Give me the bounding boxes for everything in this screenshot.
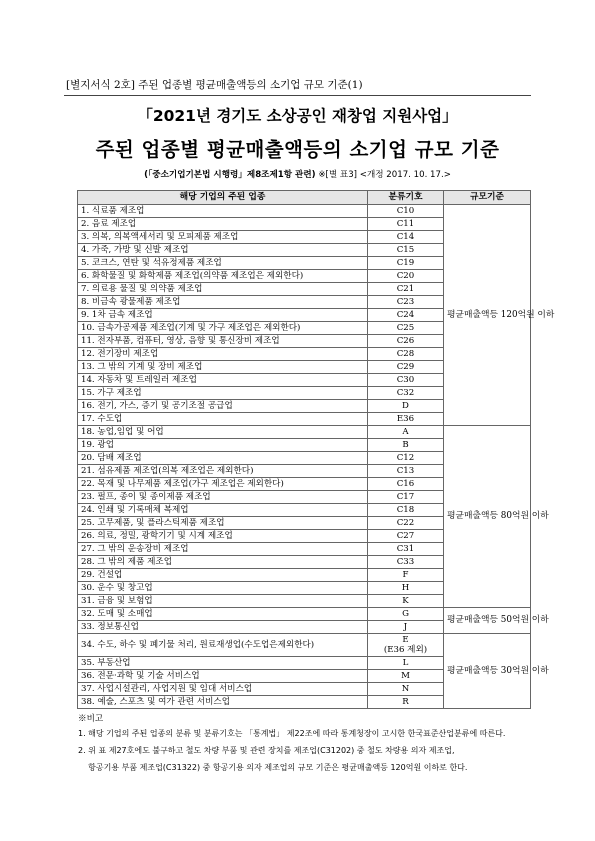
industry-code: C26	[368, 335, 444, 348]
industry-code-note: (E36 제외)	[383, 645, 428, 655]
industry-code: C30	[368, 374, 444, 387]
industry-code: H	[368, 582, 444, 595]
form-label: [별지서식 2호] 주된 업종별 평균매출액등의 소기업 규모 기준(1)	[66, 79, 363, 91]
size-standard: 평균매출액등 80억원 이하	[444, 426, 531, 608]
header-standard: 규모기준	[444, 191, 531, 205]
header-code: 분류기호	[368, 191, 444, 205]
industry-name: 13. 그 밖의 기계 및 장비 제조업	[78, 361, 368, 374]
industry-name: 20. 담배 제조업	[78, 452, 368, 465]
industry-code	[368, 634, 444, 657]
industry-name: 3. 의복, 의복액세서리 및 모피제품 제조업	[78, 231, 368, 244]
industry-code: C10	[368, 205, 444, 218]
industry-name: 17. 수도업	[78, 413, 368, 426]
industry-code: C11	[368, 218, 444, 231]
size-standard: 평균매출액등 30억원 이하	[444, 634, 531, 709]
industry-name: 4. 가죽, 가방 및 신발 제조업	[78, 244, 368, 257]
industry-code: L	[368, 657, 444, 670]
industry-name: 21. 섬유제품 제조업(의복 제조업은 제외한다)	[78, 465, 368, 478]
industry-name: 11. 전자부품, 컴퓨터, 영상, 음향 및 통신장비 제조업	[78, 335, 368, 348]
industry-name: 5. 코크스, 연탄 및 석유정제품 제조업	[78, 257, 368, 270]
industry-code: C19	[368, 257, 444, 270]
note-line: 2. 위 표 제27호에도 불구하고 철도 차량 부품 및 관련 장치를 제조업(C31202) 중 철도 차량용 의자 제조업,	[78, 746, 455, 755]
industry-code: C21	[368, 283, 444, 296]
industry-name: 8. 비금속 광물제품 제조업	[78, 296, 368, 309]
industry-code: C20	[368, 270, 444, 283]
industry-name: 9. 1차 금속 제조업	[78, 309, 368, 322]
industry-name: 12. 전기장비 제조업	[78, 348, 368, 361]
industry-code: C12	[368, 452, 444, 465]
table-row	[78, 205, 531, 218]
industry-name: 31. 금융 및 보험업	[78, 595, 368, 608]
industry-code: C14	[368, 231, 444, 244]
table-header-row	[78, 191, 531, 205]
industry-code: C27	[368, 530, 444, 543]
industry-code: M	[368, 670, 444, 683]
industry-code: C17	[368, 491, 444, 504]
industry-name: 27. 그 밖의 운송장비 제조업	[78, 543, 368, 556]
industry-code: E36	[368, 413, 444, 426]
industry-name: 22. 목재 및 나무제품 제조업(가구 제조업은 제외한다)	[78, 478, 368, 491]
industry-code: C29	[368, 361, 444, 374]
industry-code: A	[368, 426, 444, 439]
industry-name: 29. 건설업	[78, 569, 368, 582]
industry-name: 2. 음료 제조업	[78, 218, 368, 231]
industry-code: D	[368, 400, 444, 413]
title-line1: 「2021년 경기도 소상공인 재창업 지원사업」	[137, 107, 458, 125]
industry-code: C25	[368, 322, 444, 335]
industry-code: G	[368, 608, 444, 621]
industry-name: 10. 금속가공제품 제조업(기계 및 가구 제조업은 제외한다)	[78, 322, 368, 335]
industry-code: C22	[368, 517, 444, 530]
title-line2: 주된 업종별 평균매출액등의 소기업 규모 기준	[95, 138, 500, 161]
industry-name: 16. 전기, 가스, 증기 및 공기조절 공급업	[78, 400, 368, 413]
industry-code: C18	[368, 504, 444, 517]
industry-code: C23	[368, 296, 444, 309]
industry-code: C13	[368, 465, 444, 478]
industry-name: 28. 그 밖의 제품 제조업	[78, 556, 368, 569]
industry-name: 32. 도매 및 소매업	[78, 608, 368, 621]
industry-code: C28	[368, 348, 444, 361]
industry-name: 30. 운수 및 창고업	[78, 582, 368, 595]
note-line: 항공기용 부품 제조업(C31322) 중 항공기용 의자 제조업의 규모 기준은 평균매출액등 120억원 이하로 한다.	[78, 763, 468, 772]
industry-name: 18. 농업,임업 및 어업	[78, 426, 368, 439]
industry-name: 23. 펄프, 종이 및 종이제품 제조업	[78, 491, 368, 504]
size-standard-table	[77, 190, 555, 709]
top-divider	[64, 95, 531, 96]
industry-name: 1. 식료품 제조업	[78, 205, 368, 218]
subtitle-legal-ref: (「중소기업기본법 시행령」제8조제1항 관련)	[144, 170, 316, 180]
industry-code: F	[368, 569, 444, 582]
industry-name: 37. 사업시설관리, 사업지원 및 임대 서비스업	[78, 683, 368, 696]
industry-code: C33	[368, 556, 444, 569]
industry-code: B	[368, 439, 444, 452]
size-standard: 평균매출액등 50억원 이하	[444, 608, 531, 634]
industry-code: C16	[368, 478, 444, 491]
industry-code: C31	[368, 543, 444, 556]
industry-name: 34. 수도, 하수 및 폐기물 처리, 원료재생업(수도업은제외한다)	[78, 634, 368, 657]
industry-code: C32	[368, 387, 444, 400]
industry-code: J	[368, 621, 444, 634]
note-line: 1. 해당 기업의 주된 업종의 분류 및 분류기호는 「통계법」 제22조에 따라 통계청장이 고시한 한국표준산업분류에 따른다.	[78, 729, 506, 738]
industry-name: 24. 인쇄 및 기록매체 복제업	[78, 504, 368, 517]
subtitle-revision: ※[별 표3] <개정 2017. 10. 17.>	[315, 170, 451, 180]
industry-code: C24	[368, 309, 444, 322]
industry-name: 36. 전문·과학 및 기술 서비스업	[78, 670, 368, 683]
industry-name: 33. 정보통신업	[78, 621, 368, 634]
notes-title: ※비고	[78, 714, 104, 724]
industry-code: N	[368, 683, 444, 696]
industry-name: 14. 자동차 및 트레일러 제조업	[78, 374, 368, 387]
subtitle	[0, 168, 595, 180]
header-industry: 해당 기업의 주된 업종	[78, 191, 368, 205]
industry-code-main: E	[402, 635, 409, 645]
industry-code: C15	[368, 244, 444, 257]
industry-name: 7. 의료용 물질 및 의약품 제조업	[78, 283, 368, 296]
notes	[78, 725, 528, 776]
industry-code: R	[368, 696, 444, 709]
table-row	[78, 608, 531, 621]
industry-name: 15. 가구 제조업	[78, 387, 368, 400]
industry-code: K	[368, 595, 444, 608]
table-row	[78, 426, 531, 439]
industry-name: 6. 화학물질 및 화학제품 제조업(의약품 제조업은 제외한다)	[78, 270, 368, 283]
table-body	[78, 205, 555, 709]
industry-name: 19. 광업	[78, 439, 368, 452]
industry-name: 26. 의료, 정밀, 광학기기 및 시계 제조업	[78, 530, 368, 543]
industry-name: 35. 부동산업	[78, 657, 368, 670]
industry-name: 25. 고무제품, 및 플라스틱제품 제조업	[78, 517, 368, 530]
industry-name: 38. 예술, 스포츠 및 여가 관련 서비스업	[78, 696, 368, 709]
table-row	[78, 634, 531, 657]
size-standard: 평균매출액등 120억원 이하	[444, 205, 531, 426]
